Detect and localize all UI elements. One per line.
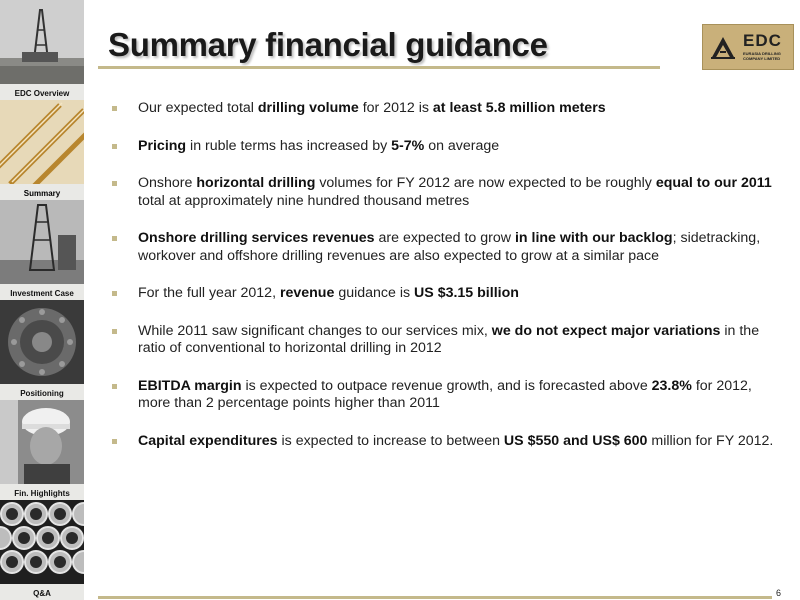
bullet-text: guidance is: [334, 285, 415, 301]
footer-rule: [98, 596, 772, 599]
nav-qa[interactable]: [0, 500, 84, 600]
bullet-emphasis: at least 5.8 million meters: [432, 100, 606, 116]
drill-bit-photo: [0, 300, 84, 384]
bullet-item: [110, 285, 780, 303]
bullet-text: is expected to outpace revenue growth, and is forecasted above: [241, 377, 652, 394]
title-underline: [98, 66, 660, 69]
bullet-text: on average: [424, 137, 500, 154]
bullet-emphasis: 5-7%: [391, 137, 425, 154]
bullet-square-icon: [112, 384, 117, 389]
bullet-text: ; sidetracking, workover and offshore drilling revenues are also expected to grow at a similar pace: [138, 230, 761, 264]
bullet-item: [110, 138, 780, 156]
bullet-text: for 2012 is: [358, 100, 433, 116]
nav-fin-highlights[interactable]: [0, 400, 84, 500]
nav-label: Fin. Highlights: [14, 489, 70, 498]
bullet-text: Our expected total: [138, 100, 258, 116]
nav-edc-overview[interactable]: [0, 0, 84, 100]
pipes-photo: [0, 100, 84, 184]
bullet-emphasis: US $550 and US$ 600: [503, 432, 648, 449]
nav-label: EDC Overview: [14, 89, 70, 98]
bullet-item: [110, 433, 780, 451]
pipe-stack-photo: [0, 500, 84, 584]
bullet-item: [110, 323, 780, 358]
logo-text: EDC: [743, 31, 782, 50]
bullet-square-icon: [112, 181, 117, 186]
bullet-emphasis: revenue: [279, 285, 335, 301]
bullet-text: For the full year 2012,: [138, 285, 280, 301]
bullet-emphasis: EBITDA margin: [138, 377, 242, 394]
nav-label: Positioning: [20, 389, 64, 398]
bullet-square-icon: [112, 236, 117, 241]
worker-photo: [0, 400, 84, 484]
bullet-text: in the ratio of conventional to horizontal drilling in 2012: [138, 322, 760, 356]
bullet-emphasis: Onshore drilling services revenues: [138, 230, 375, 246]
bullet-list: [110, 100, 780, 450]
bullet-emphasis: 23.8%: [651, 377, 692, 394]
bullet-emphasis: drilling volume: [257, 100, 359, 116]
bullet-square-icon: [112, 106, 117, 111]
bullet-item: [110, 378, 780, 413]
page-title: Summary financial guidance: [108, 26, 548, 63]
bullet-text: for 2012, more than 2 percentage points higher than 2011: [138, 377, 752, 411]
bullet-emphasis: US $3.15 billion: [414, 285, 519, 301]
bullet-square-icon: [112, 439, 117, 444]
bullet-emphasis: Pricing: [138, 137, 187, 154]
bullet-emphasis: Capital expenditures: [138, 432, 278, 449]
bullet-square-icon: [112, 144, 117, 149]
nav-investment-case[interactable]: [0, 200, 84, 300]
bullet-square-icon: [112, 291, 117, 296]
bullet-emphasis: in line with our backlog: [514, 230, 673, 246]
bullet-emphasis: we do not expect major variations: [491, 322, 721, 339]
bullet-emphasis: equal to our 2011: [655, 175, 772, 191]
logo-mark-icon: [709, 33, 737, 61]
sidebar: [0, 0, 84, 600]
bullet-emphasis: horizontal drilling: [196, 175, 316, 191]
bullet-text: Onshore: [138, 175, 197, 191]
bullet-item: [110, 230, 780, 265]
bullet-text: million for FY 2012.: [647, 432, 774, 449]
bullet-text: is expected to increase to between: [277, 432, 504, 449]
bullet-item: [110, 100, 780, 118]
bullet-text: in ruble terms has increased by: [186, 137, 392, 154]
bullet-item: [110, 175, 780, 210]
nav-positioning[interactable]: [0, 300, 84, 400]
page-number: 6: [776, 588, 782, 598]
nav-label: Investment Case: [10, 289, 74, 298]
nav-summary[interactable]: [0, 100, 84, 200]
bullet-text: While 2011 saw significant changes to our services mix,: [138, 322, 492, 339]
bullet-text: total at approximately nine hundred thousand metres: [138, 192, 470, 209]
nav-label: Summary: [23, 189, 61, 198]
logo-subtext: EURASIA DRILLING COMPANY LIMITED: [743, 51, 781, 61]
bullet-text: volumes for FY 2012 are now expected to be roughly: [315, 175, 656, 191]
bullet-text: are expected to grow: [374, 230, 515, 246]
bullet-square-icon: [112, 329, 117, 334]
rig-tower-photo: [0, 200, 84, 284]
company-logo: [702, 24, 794, 70]
nav-label: Q&A: [33, 589, 51, 598]
drilling-rig-photo: [0, 0, 84, 84]
